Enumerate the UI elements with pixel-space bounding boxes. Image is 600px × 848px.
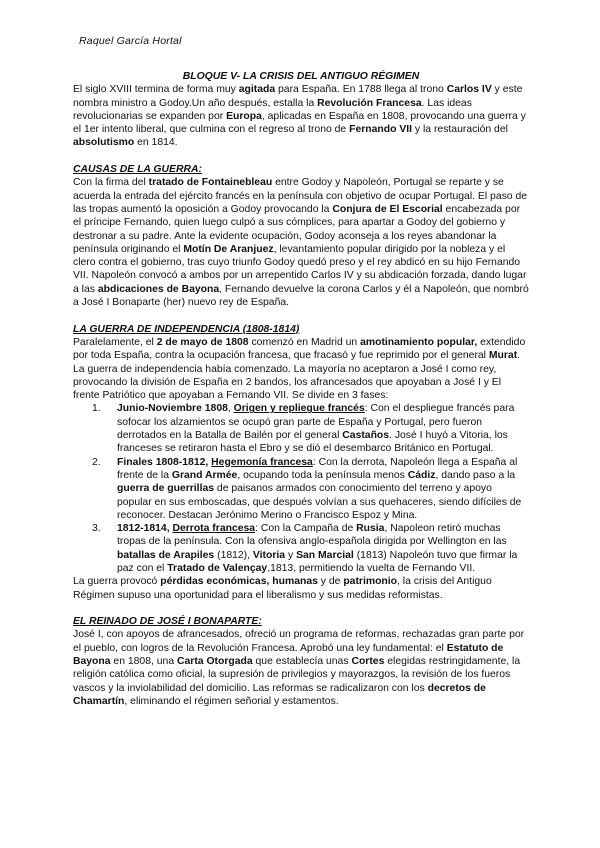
text-run: , ocupando toda la península menos [237, 469, 408, 481]
bold-text: agitada [238, 84, 276, 96]
section-heading-causas: CAUSAS DE LA GUERRA: [73, 164, 202, 176]
text-run: para España. En 1788 llega al trono [275, 84, 447, 96]
bold-text: patrimonio [343, 576, 397, 588]
bold-text: 2 de mayo de 1808 [156, 336, 249, 348]
text-run: y la restauración del [412, 124, 508, 136]
bold-text: Finales 1808-1812, [117, 456, 209, 468]
bold-text: San Marcial [296, 549, 354, 561]
text-run: en 1814. [134, 137, 178, 149]
text-run: extendido por toda España, contra la ocupación francesa, que fracasó y fue reprimido por el general [73, 336, 526, 362]
bold-text: Hegemonía francesa [211, 456, 313, 468]
text-run: José I, con apoyos de afrancesados, ofreció un programa de reformas, rechazadas gran parte por el pueblo, con logros de la Revolución Francesa. Aprobó una ley fundamental: el [73, 629, 525, 654]
bold-text: Cádiz [407, 469, 436, 481]
text-run: La guerra provocó [73, 576, 161, 588]
text-run: : Con la derrota, Napoleón llega a España al frente de la [117, 456, 518, 481]
bold-text: Europa [226, 110, 262, 122]
text-run: , la crisis del Antiguo Régimen supuso una oportunidad para el liberalismo y sus medidas reformistas. [73, 576, 492, 601]
bold-text: Carta Otorgada [177, 656, 253, 668]
bold-text: Origen y repliegue francés [233, 403, 365, 415]
bold-text: pérdidas económicas, humanas [160, 576, 318, 588]
guerra-paragraph [73, 336, 529, 402]
bold-text: Rusia [356, 523, 385, 535]
text-run: que establecía unas [252, 656, 352, 668]
text-run: , aplicadas en España en 1808, provocando una guerra y el 1er intento liberal, que culmina con el regreso al trono de [73, 110, 526, 136]
bold-text: 1812-1814, [117, 523, 170, 535]
text-run: Con la firma del [73, 177, 149, 189]
text-run: : Con el despliegue francés para sofocar los alzamientos se ocupó gran parte de España y Portugal, pero fueron derrotados en la Batalla de Bailén por el general [117, 403, 515, 442]
bold-text: decretos de Chamartín [73, 682, 486, 707]
text-run: , Fernando devuelve la corona Carlos y él a Napoleón, que nombró a José I Bonaparte (her) nuevo rey de España. [73, 283, 529, 309]
list-item-text [117, 403, 514, 454]
text-run: elegidas restringidamente, la religión católica como oficial, la supresión de privilegios y mayorazgos, la revisión de los fueros vascos y la inviolabilidad del domicilio. Las reformas se radicalizaron con los [73, 656, 521, 694]
bold-text: abdicaciones de Bayona [97, 283, 220, 295]
bold-text: batallas de Arapiles [117, 549, 215, 561]
text-run: , eliminando el régimen señorial y estamentos. [124, 695, 339, 707]
intro-paragraph [73, 83, 529, 149]
bold-text: Cortes [351, 656, 385, 668]
text-run: comenzó en Madrid un [248, 336, 361, 348]
text-run: : Con la Campaña de [255, 523, 357, 535]
bold-text: Grand Armée [171, 469, 238, 481]
list-item-text [117, 523, 517, 574]
text-run: El siglo XVIII termina de forma muy [73, 84, 239, 96]
text-run: , levantamiento popular dirigido por la nobleza y el clero contra el gobierno, tras cuyo triunfo Godoy quedó preso y el rey abdicó en su hijo Fernando VII. Napoleón convocó a ambos por un arrepentido Carlos IV y su abdicación forzada, dando lugar a las [73, 243, 527, 295]
text-run: y de [317, 576, 344, 588]
list-number: 1. [92, 403, 101, 415]
text-run: ,1813, permitiendo la vuelta de Fernando VII. [267, 562, 476, 574]
bold-text: amotinamiento popular, [360, 336, 478, 348]
bold-text: Tratado de Valençay [167, 562, 268, 574]
text-run: Paralelamente, el [73, 336, 157, 348]
bold-text: tratado de Fontainebleau [148, 177, 273, 189]
bold-text: Revolución Francesa [317, 97, 422, 109]
reinado-paragraph [73, 628, 529, 708]
causas-paragraph [73, 176, 529, 309]
list-number: 2. [92, 456, 101, 468]
page-title: BLOQUE V- LA CRISIS DEL ANTIGUO RÉGIMEN [182, 71, 420, 82]
text-run: entre Godoy y Napoleón, Portugal se reparte y se acuerda la entrada del ejército francés en la península con objetivo de ocupar Portugal. El paso de las tropas aumentó la oposición a Godoy provocando la [73, 177, 528, 215]
bold-text: Castaños [342, 430, 390, 442]
bold-text: Derrota francesa [172, 523, 256, 535]
text-run: , [227, 403, 234, 415]
document-body [73, 70, 529, 708]
text-run: y [285, 549, 297, 561]
bold-text: guerra de guerrillas [117, 483, 215, 495]
text-run: en 1808, una [110, 656, 177, 668]
list-number: 3. [92, 523, 101, 535]
text-run: . Las ideas revolucionarias se expanden por [73, 97, 472, 122]
text-run: . José I huyó a Vitoria, los franceses se retiraron hasta el Ebro y se dió el desembarco Británico en Portugal. [117, 430, 508, 455]
bold-text: Fernando VII [349, 124, 413, 136]
phases-list [73, 402, 529, 575]
text-run: , dando paso a la [435, 469, 516, 481]
bold-text: Carlos IV [446, 84, 492, 96]
bold-text: Murat [488, 350, 518, 362]
text-run: encabezada por el príncipe Fernando, quien luego culpó a sus cómplices, para apartar a Godoy del gobierno y destronar a su padre. Ante la evidente ocupación, Godoy aconseja a los reyes abandonar la península originando el [73, 203, 521, 255]
list-item [73, 522, 529, 575]
text-run: . La guerra de independencia había comenzado. La mayoría no aceptaron a José I como rey, provocando la división de España en 2 bandos, los afrancesados que apoyaban a José I y El frente Patriótico que apoyaban a Fernando VII. Se divide en 3 fases: [73, 350, 521, 402]
section-heading-guerra: LA GUERRA DE INDEPENDENCIA (1808-1814) [73, 323, 300, 335]
bold-text: Estatuto de Bayona [73, 642, 504, 668]
author-name: Raquel García Hortal [79, 35, 182, 47]
list-item [73, 456, 529, 522]
text-run: , Napoleon retiró muchas tropas de la península. Con la ofensiva anglo-española dirigida por Wellington en las [117, 523, 507, 548]
bold-text: Junio-Noviembre 1808 [117, 403, 228, 415]
bold-text: Vitoria [252, 549, 286, 561]
text-run: (1812), [214, 549, 253, 561]
text-run: de paisanos armados con conocimiento del terreno y apoyo popular en sus emboscadas, que después volvían a sus quehaceres, siendo difíciles de reconocer. Destacan Jerónimo Merino o Francisco Espoz y Mina. [117, 483, 522, 521]
text-run: (1813) Napoleón tuvo que firmar la paz con el [117, 549, 518, 574]
list-item [73, 402, 529, 455]
bold-text: absolutismo [73, 137, 135, 149]
bold-text: Conjura de El Escorial [332, 203, 443, 215]
guerra-closing-paragraph [73, 575, 529, 602]
section-heading-reinado: EL REINADO DE JOSÉ I BONAPARTE: [73, 616, 262, 628]
list-item-text [117, 457, 521, 521]
bold-text: Motín De Aranjuez [183, 243, 274, 255]
text-run: y este nombra ministro a Godoy.Un año después, estalla la [73, 84, 523, 109]
